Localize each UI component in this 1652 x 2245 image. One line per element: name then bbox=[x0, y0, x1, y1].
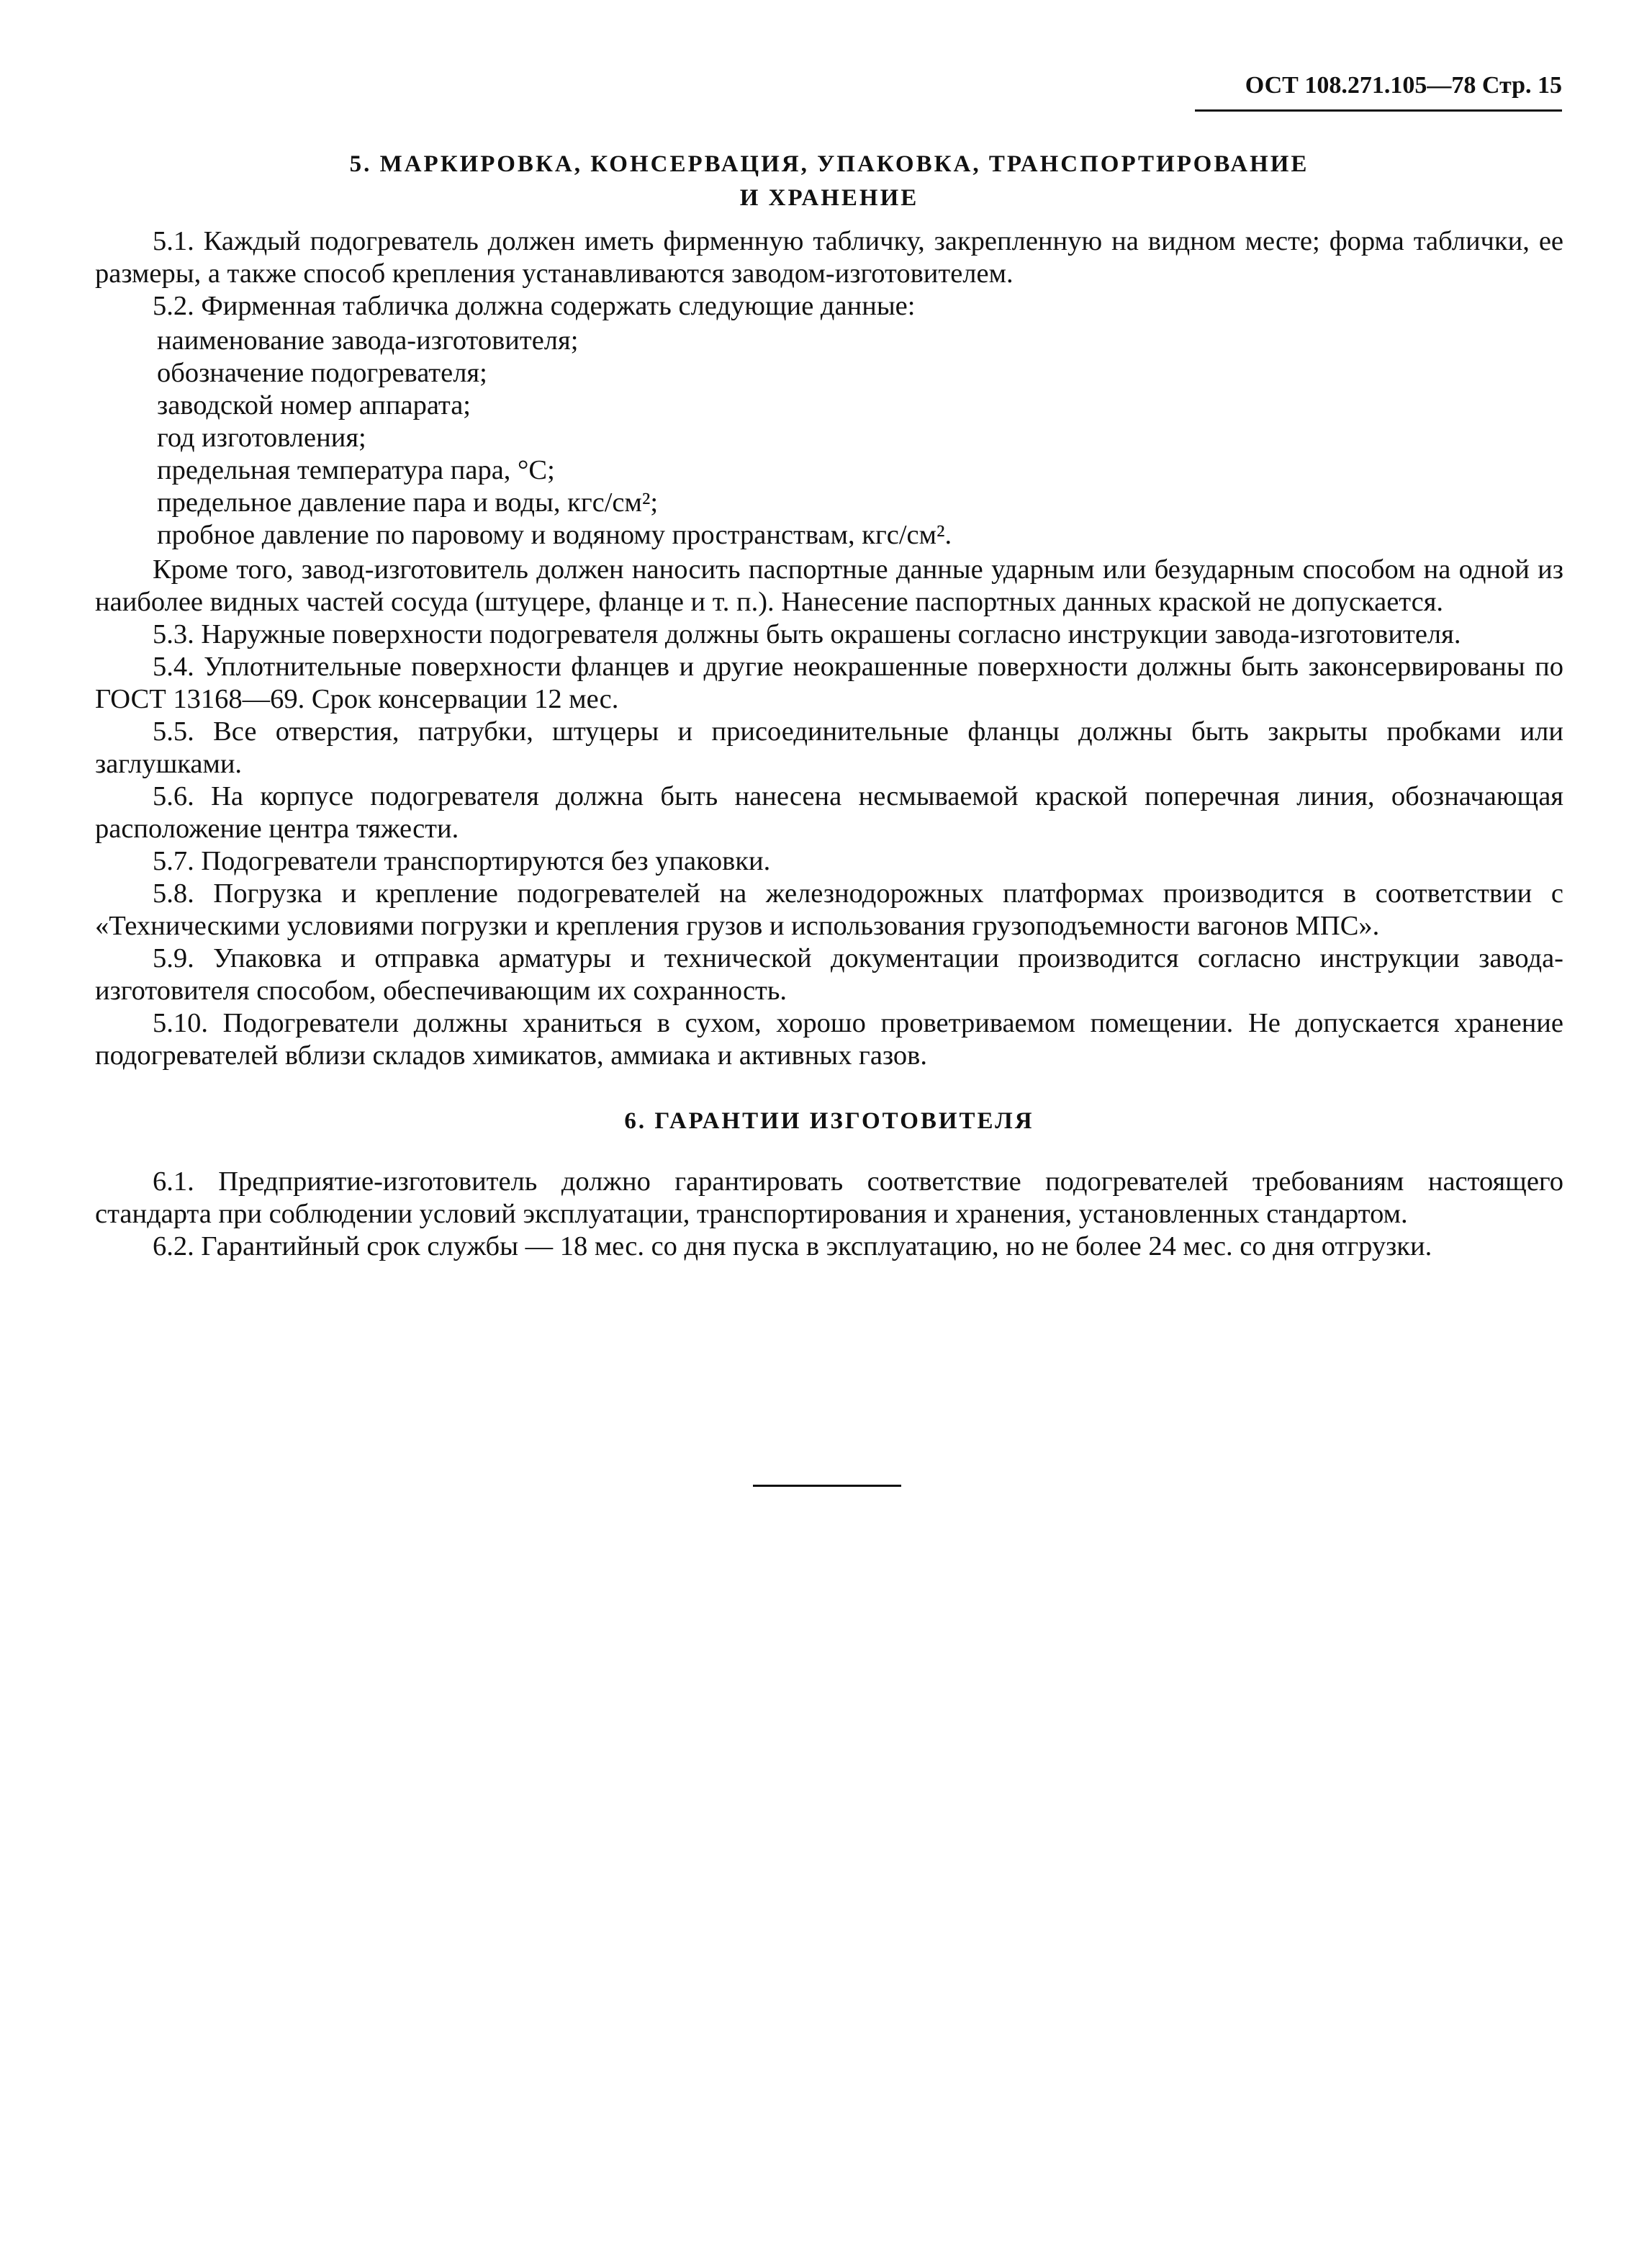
paragraph-5-5: 5.5. Все отверстия, патрубки, штуцеры и присоединительные фланцы должны быть закрыты пробками или заглушками. bbox=[95, 716, 1563, 779]
plate-data-item: пробное давление по паровому и водяному пространствам, кгс/см². bbox=[157, 520, 952, 550]
plate-data-item: предельное давление пара и воды, кгс/см²; bbox=[157, 487, 659, 518]
plate-data-item: предельная температура пара, °С; bbox=[157, 455, 555, 485]
plate-data-item: обозначение подогревателя; bbox=[157, 358, 487, 388]
paragraph-5-7: 5.7. Подогреватели транспортируются без упаковки. bbox=[153, 846, 771, 876]
paragraph-5-3: 5.3. Наружные поверхности подогревателя должны быть окрашены согласно инструкции завода-изготовителя. bbox=[153, 619, 1461, 649]
plate-data-item: год изготовления; bbox=[157, 423, 366, 453]
section-5-heading-line2: И ХРАНЕНИЕ bbox=[739, 185, 919, 211]
plate-data-item: заводской номер аппарата; bbox=[157, 390, 471, 420]
paragraph-5-1: 5.1. Каждый подогреватель должен иметь фирменную табличку, закрепленную на видном месте; форма таблички, ее размеры, а также способ крепления устанавливаются заводом-изготовителем. bbox=[95, 226, 1563, 289]
page-content bbox=[95, 148, 1563, 1263]
page-header: ОСТ 108.271.105—78 Стр. 15 bbox=[1195, 72, 1562, 112]
section-5-heading-line1: 5. МАРКИРОВКА, КОНСЕРВАЦИЯ, УПАКОВКА, ТРАНСПОРТИРОВАНИЕ bbox=[349, 151, 1309, 177]
paragraph-5-2-continued: Кроме того, завод-изготовитель должен наносить паспортные данные ударным или безударным способом на одной из наиболее видных частей сосуда (штуцере, фланце и т. п.). Нанесение паспортных данных краской не допускается. bbox=[95, 554, 1563, 617]
paragraph-5-2: 5.2. Фирменная табличка должна содержать следующие данные: bbox=[153, 291, 916, 321]
paragraph-5-4: 5.4. Уплотнительные поверхности фланцев и другие неокрашенные поверхности должны быть законсервированы по ГОСТ 13168—69. Срок консервации 12 мес. bbox=[95, 652, 1563, 714]
paragraph-5-8: 5.8. Погрузка и крепление подогревателей на железнодорожных платформах производится в соответствии с «Техническими условиями погрузки и крепления грузов и использования грузоподъемности вагонов МПС». bbox=[95, 878, 1563, 941]
paragraph-5-9: 5.9. Упаковка и отправка арматуры и технической документации производится согласно инструкции завода-изготовителя способом, обеспечивающим их сохранность. bbox=[95, 943, 1563, 1006]
paragraph-6-1: 6.1. Предприятие-изготовитель должно гарантировать соответствие подогревателей требованиям настоящего стандарта при соблюдении условий эксплуатации, транспортирования и хранения, установленных стандартом. bbox=[95, 1166, 1563, 1229]
paragraph-5-10: 5.10. Подогреватели должны храниться в сухом, хорошо проветриваемом помещении. Не допускается хранение подогревателей вблизи складов химикатов, аммиака и активных газов. bbox=[95, 1008, 1563, 1071]
section-6-heading: 6. ГАРАНТИИ ИЗГОТОВИТЕЛЯ bbox=[624, 1108, 1034, 1134]
paragraph-5-6: 5.6. На корпусе подогревателя должна быть нанесена несмываемой краской поперечная линия, обозначающая расположение центра тяжести. bbox=[95, 781, 1563, 844]
section-5-heading bbox=[95, 148, 1563, 215]
plate-data-item: наименование завода-изготовителя; bbox=[157, 325, 579, 356]
end-divider bbox=[753, 1485, 901, 1487]
plate-data-list bbox=[95, 325, 1563, 552]
paragraph-6-2: 6.2. Гарантийный срок службы — 18 мес. со дня пуска в эксплуатацию, но не более 24 мес. со дня отгрузки. bbox=[153, 1231, 1432, 1261]
